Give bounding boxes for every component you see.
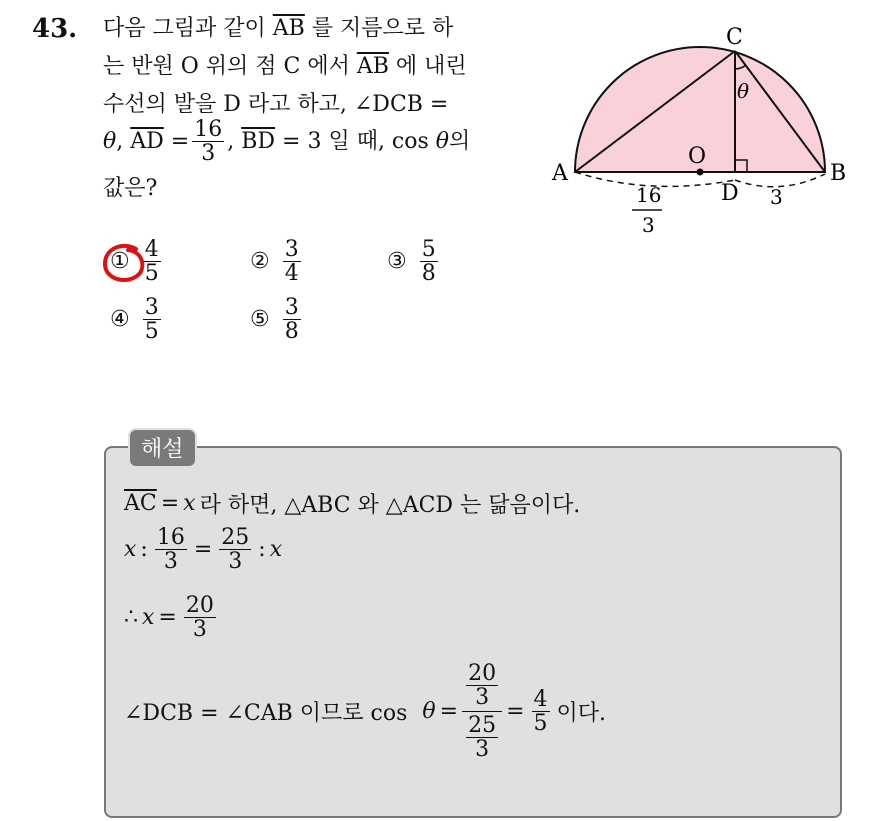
question-line-1: 다음 그림과 같이 $\overline{AB}$ 를 지름으로 하	[103, 16, 454, 41]
choice-3[interactable]: ③ $\frac{5}{8}$	[387, 237, 436, 287]
solution-line-1: $\overline{AC}$ = x 라 하면, △ABC 와 △ACD 는 닮음이다.	[124, 491, 581, 518]
label-theta: θ	[737, 79, 750, 103]
choice-mark: ④	[110, 307, 130, 333]
solution-line-3: ∴ x = $\frac{20}{3}$	[124, 593, 214, 643]
choice-4[interactable]: ④ $\frac{3}{5}$	[110, 295, 159, 345]
ad-length-den: 3	[642, 213, 655, 237]
segment-ab: $\overline{AB}$	[272, 16, 305, 41]
answer-circle-mark	[100, 243, 148, 287]
label-o: O	[688, 144, 707, 169]
ad-length-num: 16	[636, 183, 662, 207]
choice-mark: ①	[110, 249, 130, 275]
choice-mark: ②	[250, 249, 270, 275]
label-b: B	[830, 161, 847, 186]
choice-2[interactable]: ② $\frac{3}{4}$	[250, 237, 299, 287]
choice-5[interactable]: ⑤ $\frac{3}{8}$	[250, 295, 299, 345]
segment-ac: $\overline{AC}$	[124, 491, 157, 516]
question-number: 43.	[32, 14, 78, 44]
question-line-2: 는 반원 O 위의 점 C 에서 $\overline{AB}$ 에 내린	[103, 54, 467, 79]
choice-1[interactable]: ① $\frac{4}{5}$	[110, 237, 159, 287]
choice-mark: ③	[387, 249, 407, 275]
solution-line-4: ∠DCB = ∠CAB 이므로 cos θ = $\frac{20}{3}$ $\frac{25}{3}$ = $\frac{4}{5}$ 이다.	[124, 661, 607, 763]
db-length: 3	[770, 185, 783, 209]
semicircle-figure	[540, 14, 860, 244]
label-d: D	[721, 181, 739, 206]
question-line-5: 값은?	[103, 176, 158, 201]
label-a: A	[552, 161, 568, 186]
segment-bd: $\overline{BD}$	[241, 128, 276, 154]
segment-ad: $\overline{AD}$	[130, 128, 164, 154]
center-point	[697, 169, 704, 176]
question-line-4: θ , $\overline{AD}$ = $\frac{16}{3}$ , $\overline{BD}$ = 3 일 때, cos θ 의	[103, 117, 471, 167]
segment-ab: $\overline{AB}$	[356, 54, 389, 79]
question-line-3: 수선의 발을 D 라고 하고, ∠DCB =	[103, 92, 449, 117]
label-c: C	[726, 25, 743, 50]
solution-line-2: x : $\frac{16}{3}$ = $\frac{25}{3}$ : x	[124, 525, 283, 575]
compound-fraction: $\frac{20}{3}$ $\frac{25}{3}$	[462, 662, 502, 761]
choice-mark: ⑤	[250, 307, 270, 333]
ad-fraction: $\frac{16}{3}$	[194, 117, 223, 167]
solution-tag: 해설	[128, 428, 197, 468]
